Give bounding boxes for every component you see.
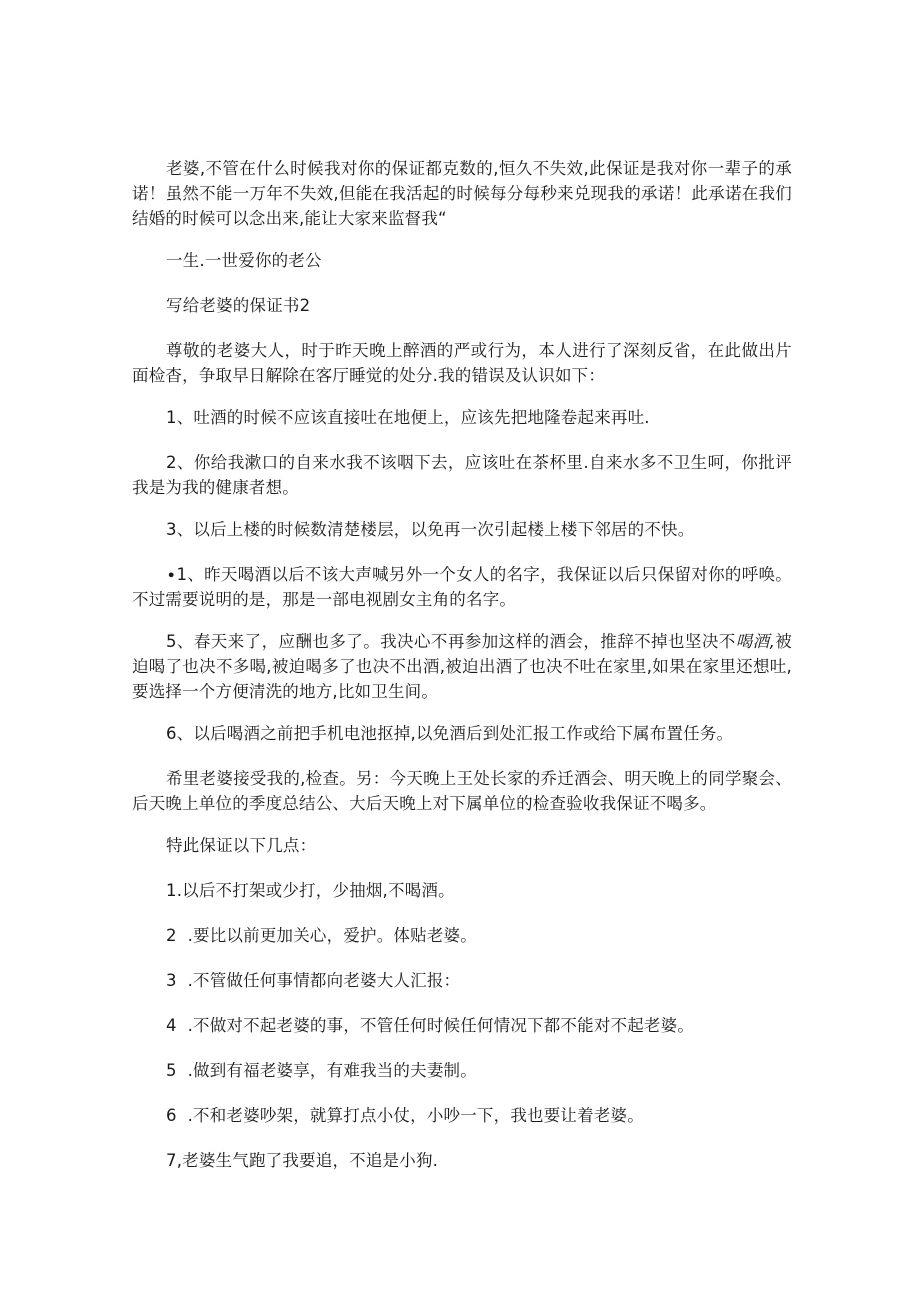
- list-item: [132, 923, 792, 948]
- list-item: [132, 405, 792, 430]
- list-item: [132, 562, 792, 612]
- paragraph-text: 5、春天来了，应酬也多了。我决心不再参加这样的酒会，推辞不掉也坚决不: [166, 632, 736, 651]
- paragraph-text: 2 .要比以前更加关心，爱护。体贴老婆。: [166, 926, 477, 945]
- paragraph-text: 1、吐酒的时候不应该直接吐在地便上，应该先把地隆卷起来再吐.: [166, 408, 650, 427]
- paragraph-text: 6 .不和老婆吵架，就算打点小仗，小吵一下，我也要让着老婆。: [166, 1106, 644, 1125]
- list-item: [132, 1013, 792, 1038]
- paragraph-closing: [132, 766, 792, 816]
- paragraph-guarantee-heading: [132, 833, 792, 858]
- paragraph-signature: [132, 248, 792, 273]
- paragraph-text: 一生.一世爱你的老公: [166, 251, 322, 270]
- italic-text: 喝酒,: [735, 632, 776, 651]
- list-item: [132, 629, 792, 704]
- list-item: [132, 1148, 792, 1173]
- section-heading: [132, 293, 792, 318]
- list-item: [132, 450, 792, 500]
- paragraph-text: 7,老婆生气跑了我要追，不追是小狗.: [166, 1151, 439, 1170]
- list-item: [132, 1058, 792, 1083]
- paragraph-text: 2、你给我漱口的自来水我不该咽下去，应该吐在茶杯里.自来水多不卫生呵，你批评我是为我的健康者想。: [132, 453, 792, 497]
- paragraph-text: 老婆,不管在什么时候我对你的保证都克数的,恒久不失效,此保证是我对你一辈子的承诺！虽然不能一万年不失效,但能在我活起的时候每分每秒来兑现我的承诺！此承诺在我们结婚的时候可以念出来,能让大家来监督我“: [132, 159, 792, 228]
- list-item: [132, 878, 792, 903]
- paragraph-text: 被迫喝了也决不多喝,被迫喝多了也决不出酒,被迫出酒了也决不吐在家里,如果在家里还想吐,要选择一个方便清洗的地方,比如卫生间。: [132, 632, 792, 701]
- paragraph-text: 1.以后不打架或少打，少抽烟,不喝酒。: [166, 881, 455, 900]
- paragraph-text: 希里老婆接受我的,检查。另：今天晚上王处长家的乔迁酒会、明天晚上的同学聚会、后天晚上单位的季度总结公、大后天晚上对下属单位的检查验收我保证不喝多。: [132, 769, 792, 813]
- paragraph-text: 尊敬的老婆大人，时于昨天晚上醉酒的严或行为，本人进行了深刻反省，在此做出片面检杳，争取早日解除在客厅睡觉的处分.我的错误及认识如下：: [132, 341, 792, 385]
- list-item: [132, 1103, 792, 1128]
- paragraph-text: 5 .做到有福老婆享，有难我当的夫妻制。: [166, 1061, 477, 1080]
- paragraph-text: 6、以后喝酒之前把手机电池抠掉,以免酒后到处汇报工作或给下属布置任务。: [166, 724, 734, 743]
- paragraph-text: 3 .不管做任何事情都向老婆大人汇报：: [166, 971, 461, 990]
- list-item: [132, 517, 792, 542]
- paragraph-text: 写给老婆的保证书2: [166, 296, 311, 315]
- paragraph-text: ∙1、昨天喝酒以后不该大声喊另外一个女人的名字，我保证以后只保留对你的呼唤。不过需要说明的是，那是一部电视剧女主角的名字。: [132, 565, 792, 609]
- list-item: [132, 721, 792, 746]
- paragraph-text: 4 .不做对不起老婆的事，不管任何时候任何情况下都不能对不起老婆。: [166, 1016, 695, 1035]
- paragraph-text: 特此保证以下几点：: [166, 836, 317, 855]
- paragraph-opening: [132, 338, 792, 388]
- paragraph-promise-intro: [132, 156, 792, 231]
- list-item: [132, 968, 792, 993]
- document-body: [132, 156, 792, 1193]
- paragraph-text: 3、以后上楼的时候数清楚楼层，以免再一次引起楼上楼下邻居的不快。: [166, 520, 695, 539]
